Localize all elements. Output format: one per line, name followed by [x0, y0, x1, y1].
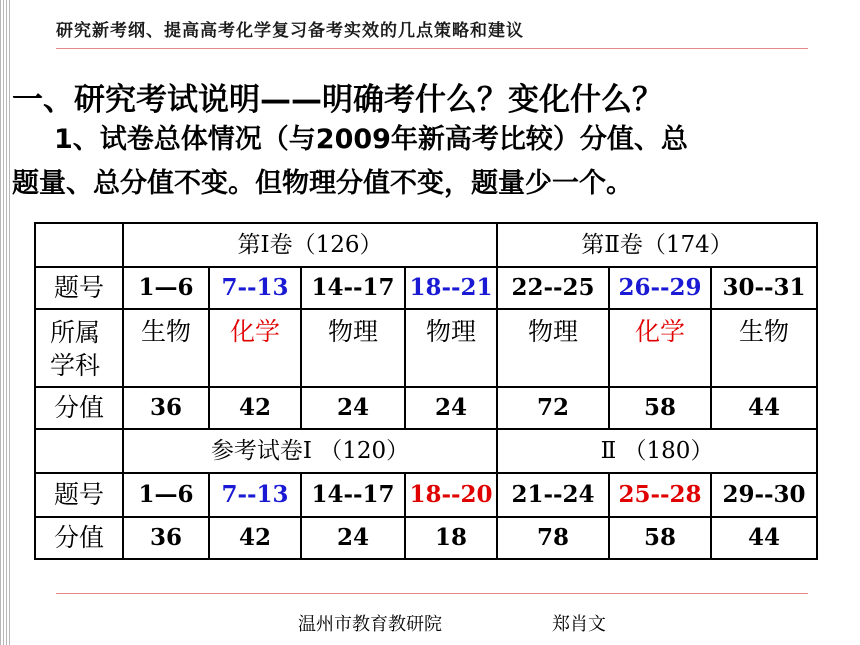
table-cell: 7--13 — [209, 473, 301, 517]
table-row — [35, 309, 817, 387]
table-cell: 生物 — [711, 309, 817, 387]
table-cell: 72 — [497, 387, 609, 429]
table-cell: 物理 — [405, 309, 497, 387]
section-2-part-1: 参考试卷Ⅰ （120） — [123, 429, 497, 473]
table-cell: 1—6 — [123, 473, 209, 517]
table-cell: 30--31 — [711, 267, 817, 309]
left-decorative-bar — [0, 0, 12, 645]
table-cell: 14--17 — [301, 267, 405, 309]
table-cell: 物理 — [301, 309, 405, 387]
section-2-part-2: Ⅱ （180） — [497, 429, 817, 473]
header-rule — [56, 48, 808, 49]
table-cell: 58 — [609, 387, 711, 429]
table-cell: 26--29 — [609, 267, 711, 309]
table-cell: 18--20 — [405, 473, 497, 517]
table-cell: 42 — [209, 387, 301, 429]
table-cell: 化学 — [209, 309, 301, 387]
table-cell: 44 — [711, 387, 817, 429]
table-row — [35, 429, 817, 473]
row-label-score: 分值 — [35, 517, 123, 559]
table-cell: 18--21 — [405, 267, 497, 309]
table-row — [35, 223, 817, 267]
exam-structure-table — [34, 222, 818, 560]
table-cell: 18 — [405, 517, 497, 559]
table-cell: 36 — [123, 517, 209, 559]
table-row — [35, 267, 817, 309]
section-heading: 一、研究考试说明——明确考什么？变化什么？ — [12, 82, 663, 118]
table-cell: 44 — [711, 517, 817, 559]
row-label-number: 题号 — [35, 267, 123, 309]
table-cell: 36 — [123, 387, 209, 429]
table-cell: 1—6 — [123, 267, 209, 309]
table-cell: 化学 — [609, 309, 711, 387]
table-cell: 7--13 — [209, 267, 301, 309]
table-row — [35, 473, 817, 517]
section-1-part-1: 第Ⅰ卷（126） — [123, 223, 497, 267]
table-cell: 24 — [301, 387, 405, 429]
table-cell-blank — [35, 223, 123, 267]
row-label-number: 题号 — [35, 473, 123, 517]
row-label-score: 分值 — [35, 387, 123, 429]
row-label-subject: 所属学科 — [35, 309, 123, 387]
table-cell: 29--30 — [711, 473, 817, 517]
summary-line-2: 题量、总分值不变。但物理分值不变，题量少一个。 — [12, 168, 633, 199]
table-cell: 24 — [301, 517, 405, 559]
table-cell: 22--25 — [497, 267, 609, 309]
table-row — [35, 517, 817, 559]
table-cell: 21--24 — [497, 473, 609, 517]
table-cell: 42 — [209, 517, 301, 559]
header-title: 研究新考纲、提高高考化学复习备考实效的几点策略和建议 — [56, 21, 524, 41]
table-cell: 生物 — [123, 309, 209, 387]
table-cell: 78 — [497, 517, 609, 559]
table-cell: 物理 — [497, 309, 609, 387]
table-cell: 14--17 — [301, 473, 405, 517]
table-cell: 25--28 — [609, 473, 711, 517]
table-cell-blank — [35, 429, 123, 473]
footer-organization: 温州市教育教研院 — [298, 614, 442, 635]
summary-line-1: 1、试卷总体情况（与2009年新高考比较）分值、总 — [54, 124, 688, 155]
section-1-part-2: 第Ⅱ卷（174） — [497, 223, 817, 267]
footer-author: 郑肖文 — [552, 614, 606, 635]
table-row — [35, 387, 817, 429]
summary-paragraph — [12, 118, 852, 206]
footer-rule — [56, 593, 808, 594]
table-cell: 58 — [609, 517, 711, 559]
table-cell: 24 — [405, 387, 497, 429]
